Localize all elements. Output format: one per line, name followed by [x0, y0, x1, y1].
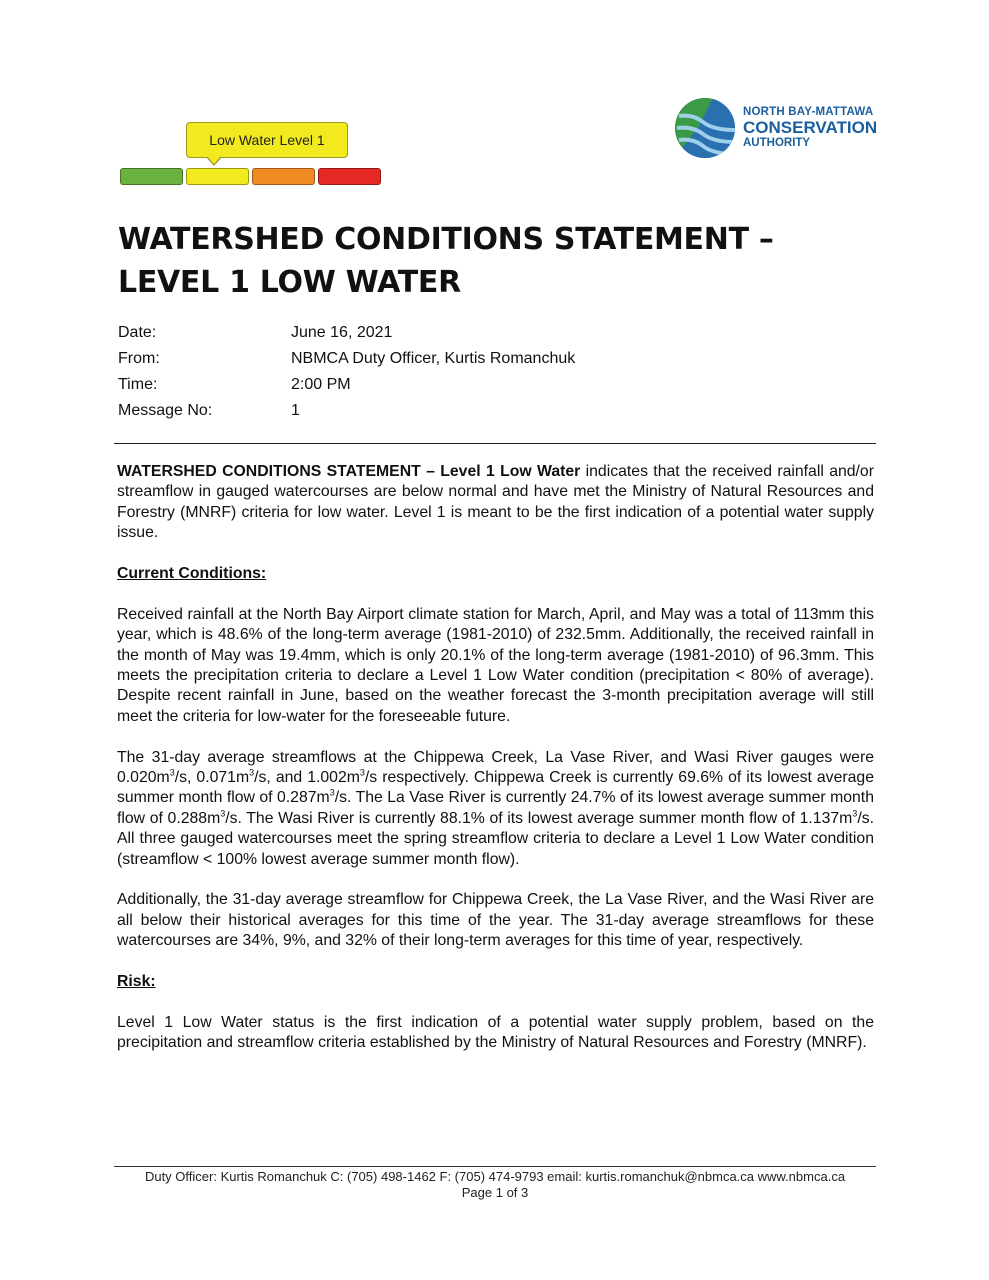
superscript: 3 — [220, 808, 226, 819]
date-label: Date: — [118, 324, 157, 341]
from-label: From: — [118, 350, 160, 367]
logo-line-2: CONSERVATION — [743, 118, 878, 137]
message-no-value: 1 — [291, 402, 300, 419]
historical-averages-paragraph: Additionally, the 31-day average streamflow for Chippewa Creek, the La Vase River, and the Wasi River are all below their historical averages for this time of the year. The 31-day average streamflows for these watercourses are 34%, 9%, and 32% of their long-term averages for this time of year, respectively. — [117, 891, 874, 950]
page-number: Page 1 of 3 — [461, 1185, 529, 1200]
page-footer — [114, 1169, 876, 1201]
meta-row-from — [118, 346, 818, 372]
level-pointer-fill — [207, 156, 221, 164]
superscript: 3 — [852, 808, 858, 819]
time-value: 2:00 PM — [291, 376, 351, 393]
nbmca-logo-icon — [673, 96, 737, 160]
intro-bold-prefix: WATERSHED CONDITIONS STATEMENT – Level 1 Low Water — [117, 463, 581, 480]
streamflow-text-5: /s. The La Vase River is currently 24.7% of its lowest average summer month flow of 0.288m — [117, 789, 874, 827]
streamflow-text-2: /s, 0.071m — [174, 769, 250, 787]
level-bar-orange — [252, 168, 315, 185]
level-label: Low Water Level 1 — [186, 122, 348, 158]
page-title — [118, 218, 878, 304]
meta-row-time — [118, 372, 818, 398]
level-bar-yellow — [186, 168, 249, 185]
risk-paragraph: Level 1 Low Water status is the first indication of a potential water supply problem, based on the precipitation and streamflow criteria established by the Ministry of Natural Resources and Forestry (MNRF). — [117, 1013, 874, 1052]
statement-body — [117, 462, 874, 1074]
divider — [114, 443, 876, 444]
title-line-2: LEVEL 1 LOW WATER — [118, 265, 461, 300]
logo-line-3: AUTHORITY — [743, 137, 811, 149]
level-bar-red — [318, 168, 381, 185]
superscript: 3 — [169, 767, 175, 778]
superscript: 3 — [359, 767, 365, 778]
level-scale — [120, 168, 382, 186]
current-conditions-heading: Current Conditions: — [117, 565, 267, 583]
superscript: 3 — [329, 788, 335, 799]
intro-text: indicates that the received rainfall and/or streamflow in gauged watercourses are below normal and have met the Ministry of Natural Resources and Forestry (MNRF) criteria for low water. Level 1 is meant to be the first indication of a potential water supply issue. — [117, 463, 874, 542]
superscript: 3 — [249, 767, 255, 778]
message-metadata — [118, 320, 818, 424]
meta-row-message-no — [118, 398, 818, 424]
streamflow-text-6: /s. The Wasi River is currently 88.1% of its lowest average summer month flow of 1.137m — [225, 809, 853, 827]
title-line-1: WATERSHED CONDITIONS STATEMENT – — [118, 222, 774, 257]
streamflow-text-4: /s respectively. Chippewa Creek is currently 69.6% of its lowest average summer month flow of 0.287m — [117, 769, 874, 807]
streamflow-text-1: The 31-day average streamflows at the Chippewa Creek, La Vase River, and Wasi River gauges were 0.020m — [117, 748, 874, 787]
low-water-level-indicator — [120, 122, 382, 188]
footer-divider — [114, 1166, 876, 1167]
from-value: NBMCA Duty Officer, Kurtis Romanchuk — [291, 350, 576, 367]
intro-paragraph — [117, 462, 874, 544]
risk-heading: Risk: — [117, 973, 156, 991]
time-label: Time: — [118, 376, 158, 393]
logo-text — [743, 106, 893, 150]
logo-line-1: NORTH BAY-MATTAWA — [743, 106, 874, 118]
streamflow-text-7: /s. All three gauged watercourses meet the spring streamflow criteria to declare a Level 1 Low Water condition (streamflow < 100% lowest average summer month flow). — [117, 809, 874, 868]
streamflow-paragraph — [117, 748, 874, 870]
meta-row-date — [118, 320, 818, 346]
date-value: June 16, 2021 — [291, 324, 393, 341]
rainfall-paragraph: Received rainfall at the North Bay Airport climate station for March, April, and May was a total of 113mm this year, which is 48.6% of the long-term average (1981-2010) of 232.5mm. Additionally, the received rainfall in the month of May was 19.4mm, which is only 20.1% of the long-term average (1981-2010) of 96.3mm. This meets the precipitation criteria to declare a Level 1 Low Water condition (precipitation < 80% of average). Despite recent rainfall in June, based on the weather forecast the 3-month precipitation average will still meet the criteria for low-water for the foreseeable future. — [117, 605, 874, 725]
level-bar-green — [120, 168, 183, 185]
message-no-label: Message No: — [118, 402, 213, 419]
nbmca-logo — [673, 96, 893, 160]
footer-contact: Duty Officer: Kurtis Romanchuk C: (705) 498-1462 F: (705) 474-9793 email: kurtis.romanchuk@nbmca.ca www.nbmca.ca — [144, 1169, 846, 1184]
streamflow-text-3: /s, and 1.002m — [254, 769, 360, 787]
